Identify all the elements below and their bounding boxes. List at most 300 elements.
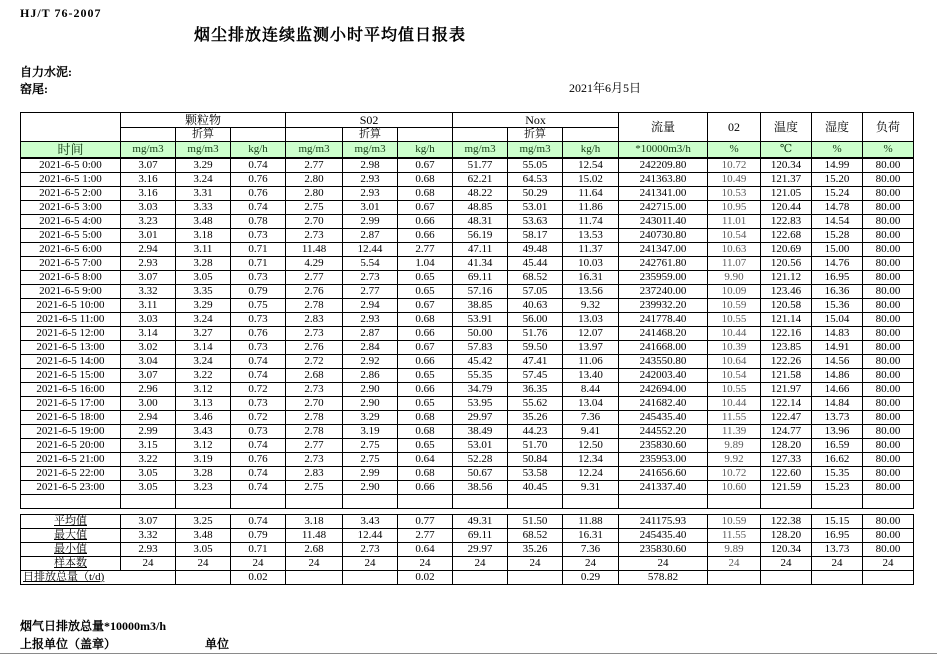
value-cell: 121.05 — [761, 187, 812, 201]
value-cell: 12.50 — [563, 439, 619, 453]
time-cell: 2021-6-5 19:00 — [21, 425, 121, 439]
table-row — [21, 341, 914, 355]
value-cell: 80.00 — [863, 173, 914, 187]
value-cell: 80.00 — [863, 467, 914, 481]
value-cell: 3.15 — [121, 439, 176, 453]
value-cell: 2.90 — [343, 397, 398, 411]
value-cell: 127.33 — [761, 453, 812, 467]
value-cell — [176, 571, 231, 585]
daily-total-row — [21, 571, 914, 585]
value-cell: 11.86 — [563, 201, 619, 215]
value-cell: 3.43 — [176, 425, 231, 439]
value-cell: 24 — [286, 557, 343, 571]
value-cell: 14.54 — [812, 215, 863, 229]
value-cell: 2.99 — [121, 425, 176, 439]
value-cell: 0.73 — [231, 397, 286, 411]
header-o2: 02 — [708, 113, 761, 142]
value-cell: 0.73 — [231, 425, 286, 439]
value-cell: 80.00 — [863, 257, 914, 271]
value-cell: 49.48 — [508, 243, 563, 257]
value-cell: 3.24 — [176, 173, 231, 187]
value-cell: 10.64 — [708, 355, 761, 369]
table-row — [21, 481, 914, 495]
value-cell: 10.72 — [708, 158, 761, 173]
value-cell: 3.23 — [121, 215, 176, 229]
value-cell: 9.89 — [708, 439, 761, 453]
value-cell: 44.23 — [508, 425, 563, 439]
value-cell: 3.28 — [176, 257, 231, 271]
value-cell: 2.73 — [286, 383, 343, 397]
value-cell: 0.71 — [231, 257, 286, 271]
value-cell: 3.16 — [121, 187, 176, 201]
unit-cell: mg/m3 — [453, 142, 508, 159]
value-cell: 4.29 — [286, 257, 343, 271]
value-cell: 0.68 — [398, 313, 453, 327]
value-cell: 2.83 — [286, 467, 343, 481]
value-cell: 3.24 — [176, 313, 231, 327]
converted-label: 折算 — [176, 128, 231, 142]
value-cell: 2.76 — [286, 285, 343, 299]
value-cell: 0.73 — [231, 341, 286, 355]
value-cell: 0.74 — [231, 158, 286, 173]
table-row — [21, 453, 914, 467]
value-cell: 122.83 — [761, 215, 812, 229]
value-cell: 9.41 — [563, 425, 619, 439]
value-cell: 128.20 — [761, 439, 812, 453]
empty-cell — [286, 495, 343, 509]
time-cell: 2021-6-5 21:00 — [21, 453, 121, 467]
value-cell: 51.77 — [453, 158, 508, 173]
value-cell: 24 — [812, 557, 863, 571]
value-cell: 34.79 — [453, 383, 508, 397]
value-cell: 242715.00 — [619, 201, 708, 215]
group-header-particulate: 颗粒物 — [121, 113, 286, 128]
value-cell: 80.00 — [863, 355, 914, 369]
daily-total-label: 日排放总量（t/d) — [21, 571, 176, 585]
value-cell: 2.75 — [343, 453, 398, 467]
header-flow: 流量 — [619, 113, 708, 142]
value-cell: 51.76 — [508, 327, 563, 341]
value-cell: 0.66 — [398, 355, 453, 369]
value-cell: 120.34 — [761, 543, 812, 557]
value-cell: 0.72 — [231, 383, 286, 397]
value-cell: 29.97 — [453, 411, 508, 425]
summary-label: 最小值 — [21, 543, 121, 557]
value-cell: 68.52 — [508, 271, 563, 285]
value-cell: 52.28 — [453, 453, 508, 467]
value-cell: 14.56 — [812, 355, 863, 369]
time-cell: 2021-6-5 6:00 — [21, 243, 121, 257]
value-cell: 121.37 — [761, 173, 812, 187]
value-cell: 80.00 — [863, 341, 914, 355]
value-cell: 11.55 — [708, 411, 761, 425]
value-cell: 24 — [231, 557, 286, 571]
value-cell: 2.90 — [343, 383, 398, 397]
table-row — [21, 439, 914, 453]
value-cell: 48.31 — [453, 215, 508, 229]
value-cell: 11.37 — [563, 243, 619, 257]
value-cell: 47.41 — [508, 355, 563, 369]
value-cell: 14.84 — [812, 397, 863, 411]
value-cell: 121.58 — [761, 369, 812, 383]
value-cell: 24 — [343, 557, 398, 571]
value-cell: 0.68 — [398, 411, 453, 425]
value-cell: 120.56 — [761, 257, 812, 271]
time-cell: 2021-6-5 23:00 — [21, 481, 121, 495]
value-cell: 0.66 — [398, 215, 453, 229]
flue-gas-total-note: 烟气日排放总量*10000m3/h — [20, 619, 167, 633]
time-cell: 2021-6-5 2:00 — [21, 187, 121, 201]
value-cell: 241363.80 — [619, 173, 708, 187]
value-cell: 57.83 — [453, 341, 508, 355]
value-cell: 11.48 — [286, 529, 343, 543]
value-cell: 3.07 — [121, 158, 176, 173]
value-cell: 0.65 — [398, 369, 453, 383]
time-cell: 2021-6-5 22:00 — [21, 467, 121, 481]
value-cell — [708, 571, 761, 585]
value-cell: 8.44 — [563, 383, 619, 397]
value-cell: 2.93 — [343, 187, 398, 201]
unit-cell: mg/m3 — [343, 142, 398, 159]
value-cell: 3.29 — [176, 158, 231, 173]
value-cell: 0.02 — [398, 571, 453, 585]
value-cell: 0.66 — [398, 383, 453, 397]
value-cell: 10.55 — [708, 383, 761, 397]
table-row — [21, 285, 914, 299]
value-cell: 2.90 — [343, 481, 398, 495]
value-cell: 47.11 — [453, 243, 508, 257]
value-cell: 3.28 — [176, 467, 231, 481]
value-cell — [863, 571, 914, 585]
table-row — [21, 355, 914, 369]
value-cell: 242209.80 — [619, 158, 708, 173]
value-cell: 123.46 — [761, 285, 812, 299]
value-cell: 3.29 — [343, 411, 398, 425]
value-cell: 0.76 — [231, 453, 286, 467]
table-row — [21, 369, 914, 383]
value-cell: 122.47 — [761, 411, 812, 425]
value-cell: 14.91 — [812, 341, 863, 355]
value-cell: 3.07 — [121, 271, 176, 285]
value-cell: 10.54 — [708, 369, 761, 383]
value-cell: 2.77 — [286, 271, 343, 285]
empty-cell — [563, 495, 619, 509]
empty-cell — [176, 495, 231, 509]
value-cell: 3.29 — [176, 299, 231, 313]
value-cell: 80.00 — [863, 453, 914, 467]
value-cell: 12.44 — [343, 529, 398, 543]
value-cell: 12.54 — [563, 158, 619, 173]
value-cell: 2.77 — [286, 158, 343, 173]
empty-cell — [812, 495, 863, 509]
value-cell: 2.96 — [121, 383, 176, 397]
value-cell: 69.11 — [453, 529, 508, 543]
value-cell: 57.16 — [453, 285, 508, 299]
value-cell: 241341.00 — [619, 187, 708, 201]
value-cell: 50.84 — [508, 453, 563, 467]
value-cell: 14.83 — [812, 327, 863, 341]
value-cell: 2.99 — [343, 215, 398, 229]
empty-cell — [619, 495, 708, 509]
value-cell: 68.52 — [508, 529, 563, 543]
time-cell: 2021-6-5 11:00 — [21, 313, 121, 327]
value-cell: 13.03 — [563, 313, 619, 327]
value-cell: 3.33 — [176, 201, 231, 215]
value-cell: 3.11 — [121, 299, 176, 313]
value-cell: 29.97 — [453, 543, 508, 557]
time-cell: 2021-6-5 8:00 — [21, 271, 121, 285]
value-cell: 10.72 — [708, 467, 761, 481]
value-cell: 128.20 — [761, 529, 812, 543]
unit-cell: mg/m3 — [121, 142, 176, 159]
value-cell: 0.29 — [563, 571, 619, 585]
value-cell: 57.45 — [508, 369, 563, 383]
empty-cell — [863, 495, 914, 509]
converted-label: 折算 — [343, 128, 398, 142]
value-cell: 50.29 — [508, 187, 563, 201]
value-cell: 9.90 — [708, 271, 761, 285]
time-cell: 2021-6-5 16:00 — [21, 383, 121, 397]
summary-label: 样本数 — [21, 557, 121, 571]
value-cell: 122.38 — [761, 515, 812, 529]
value-cell: 0.76 — [231, 187, 286, 201]
value-cell: 9.32 — [563, 299, 619, 313]
value-cell: 56.19 — [453, 229, 508, 243]
value-cell: 3.48 — [176, 529, 231, 543]
header-load: 负荷 — [863, 113, 914, 142]
summary-row — [21, 529, 914, 543]
group-header-so2: S02 — [286, 113, 453, 128]
value-cell: 53.91 — [453, 313, 508, 327]
value-cell: 235953.00 — [619, 453, 708, 467]
value-cell: 10.09 — [708, 285, 761, 299]
value-cell: 0.76 — [231, 173, 286, 187]
value-cell: 80.00 — [863, 383, 914, 397]
value-cell: 123.85 — [761, 341, 812, 355]
time-cell: 2021-6-5 20:00 — [21, 439, 121, 453]
value-cell: 0.74 — [231, 515, 286, 529]
summary-row — [21, 557, 914, 571]
value-cell: 3.32 — [121, 529, 176, 543]
time-cell: 2021-6-5 18:00 — [21, 411, 121, 425]
value-cell: 80.00 — [863, 425, 914, 439]
table-row — [21, 243, 914, 257]
value-cell: 3.14 — [176, 341, 231, 355]
value-cell: 3.12 — [176, 439, 231, 453]
value-cell — [286, 571, 343, 585]
value-cell: 15.15 — [812, 515, 863, 529]
time-cell: 2021-6-5 7:00 — [21, 257, 121, 271]
value-cell: 80.00 — [863, 397, 914, 411]
value-cell: 56.00 — [508, 313, 563, 327]
value-cell: 53.58 — [508, 467, 563, 481]
value-cell: 80.00 — [863, 515, 914, 529]
value-cell: 3.22 — [121, 453, 176, 467]
value-cell: 16.95 — [812, 529, 863, 543]
value-cell: 53.95 — [453, 397, 508, 411]
value-cell: 0.74 — [231, 201, 286, 215]
value-cell: 10.53 — [708, 187, 761, 201]
value-cell: 245435.40 — [619, 411, 708, 425]
value-cell: 69.11 — [453, 271, 508, 285]
value-cell: 80.00 — [863, 313, 914, 327]
value-cell: 2.87 — [343, 229, 398, 243]
value-cell: 2.77 — [286, 439, 343, 453]
table-row — [21, 215, 914, 229]
value-cell: 0.74 — [231, 369, 286, 383]
value-cell: 3.22 — [176, 369, 231, 383]
empty-cell — [231, 495, 286, 509]
value-cell: 237240.00 — [619, 285, 708, 299]
unit-cell: mg/m3 — [508, 142, 563, 159]
value-cell: 0.64 — [398, 543, 453, 557]
value-cell: 0.76 — [231, 327, 286, 341]
time-cell: 2021-6-5 5:00 — [21, 229, 121, 243]
value-cell: 2.68 — [286, 369, 343, 383]
value-cell: 11.64 — [563, 187, 619, 201]
value-cell: 0.02 — [231, 571, 286, 585]
value-cell: 80.00 — [863, 327, 914, 341]
value-cell: 241337.40 — [619, 481, 708, 495]
value-cell: 242761.80 — [619, 257, 708, 271]
value-cell: 0.77 — [398, 515, 453, 529]
value-cell: 2.75 — [343, 439, 398, 453]
value-cell: 12.34 — [563, 453, 619, 467]
value-cell: 10.44 — [708, 327, 761, 341]
value-cell: 0.65 — [398, 271, 453, 285]
report-unit-label: 上报单位（盖章） — [20, 637, 117, 651]
value-cell: 2.87 — [343, 327, 398, 341]
value-cell: 0.64 — [398, 453, 453, 467]
table-row — [21, 327, 914, 341]
value-cell: 24 — [453, 557, 508, 571]
value-cell: 2.73 — [286, 453, 343, 467]
empty-cell — [453, 495, 508, 509]
empty-cell — [761, 495, 812, 509]
time-cell: 2021-6-5 15:00 — [21, 369, 121, 383]
value-cell: 9.92 — [708, 453, 761, 467]
value-cell: 10.63 — [708, 243, 761, 257]
value-cell: 121.14 — [761, 313, 812, 327]
value-cell: 55.62 — [508, 397, 563, 411]
value-cell: 3.04 — [121, 355, 176, 369]
value-cell: 3.11 — [176, 243, 231, 257]
value-cell: 3.18 — [286, 515, 343, 529]
value-cell: 11.55 — [708, 529, 761, 543]
value-cell: 24 — [176, 557, 231, 571]
value-cell: 3.48 — [176, 215, 231, 229]
value-cell: 121.59 — [761, 481, 812, 495]
value-cell: 3.25 — [176, 515, 231, 529]
unit-cell: mg/m3 — [286, 142, 343, 159]
table-row — [21, 173, 914, 187]
value-cell: 3.12 — [176, 383, 231, 397]
report-date: 2021年6月5日 — [568, 81, 641, 95]
table-row — [21, 397, 914, 411]
value-cell: 13.97 — [563, 341, 619, 355]
value-cell: 51.70 — [508, 439, 563, 453]
value-cell: 62.21 — [453, 173, 508, 187]
value-cell: 10.60 — [708, 481, 761, 495]
value-cell: 2.78 — [286, 299, 343, 313]
value-cell: 0.68 — [398, 467, 453, 481]
value-cell: 14.86 — [812, 369, 863, 383]
value-cell: 13.56 — [563, 285, 619, 299]
table-row — [21, 257, 914, 271]
value-cell: 0.73 — [231, 271, 286, 285]
value-cell: 11.88 — [563, 515, 619, 529]
value-cell: 13.73 — [812, 411, 863, 425]
value-cell: 80.00 — [863, 201, 914, 215]
value-cell: 53.01 — [453, 439, 508, 453]
value-cell: 235830.60 — [619, 543, 708, 557]
value-cell: 16.59 — [812, 439, 863, 453]
value-cell: 241468.20 — [619, 327, 708, 341]
value-cell: 122.60 — [761, 467, 812, 481]
value-cell: 80.00 — [863, 369, 914, 383]
empty-cell — [21, 495, 121, 509]
value-cell: 49.31 — [453, 515, 508, 529]
value-cell: 0.65 — [398, 397, 453, 411]
value-cell: 0.68 — [398, 187, 453, 201]
table-row — [21, 229, 914, 243]
value-cell: 9.31 — [563, 481, 619, 495]
value-cell: 0.71 — [231, 243, 286, 257]
header-corner — [21, 113, 121, 142]
table-row — [21, 425, 914, 439]
value-cell: 3.07 — [121, 515, 176, 529]
value-cell: 0.73 — [231, 313, 286, 327]
value-cell: 2.84 — [343, 341, 398, 355]
value-cell: 59.50 — [508, 341, 563, 355]
value-cell: 239932.20 — [619, 299, 708, 313]
value-cell — [508, 571, 563, 585]
value-cell: 45.42 — [453, 355, 508, 369]
value-cell: 41.34 — [453, 257, 508, 271]
bottom-divider — [0, 653, 937, 654]
value-cell: 35.26 — [508, 411, 563, 425]
value-cell: 80.00 — [863, 158, 914, 173]
value-cell: 16.95 — [812, 271, 863, 285]
value-cell: 2.93 — [121, 543, 176, 557]
value-cell: 241347.00 — [619, 243, 708, 257]
page-title: 烟尘排放连续监测小时平均值日报表 — [193, 27, 466, 44]
value-cell: 120.69 — [761, 243, 812, 257]
value-cell: 2.70 — [286, 397, 343, 411]
company-label: 自力水泥: — [20, 65, 72, 79]
value-cell: 3.46 — [176, 411, 231, 425]
value-cell: 3.18 — [176, 229, 231, 243]
value-cell: 2.93 — [121, 257, 176, 271]
value-cell: 2.86 — [343, 369, 398, 383]
value-cell: 15.00 — [812, 243, 863, 257]
value-cell: 0.66 — [398, 229, 453, 243]
value-cell: 5.54 — [343, 257, 398, 271]
group-header-nox: Nox — [453, 113, 619, 128]
value-cell: 80.00 — [863, 481, 914, 495]
unit-cell: ℃ — [761, 142, 812, 159]
value-cell: 35.26 — [508, 543, 563, 557]
value-cell: 242694.00 — [619, 383, 708, 397]
unit-cell: mg/m3 — [176, 142, 231, 159]
value-cell — [812, 571, 863, 585]
value-cell: 243550.80 — [619, 355, 708, 369]
unit-cell: kg/h — [398, 142, 453, 159]
value-cell: 242003.40 — [619, 369, 708, 383]
value-cell: 2.78 — [286, 425, 343, 439]
value-cell: 241175.93 — [619, 515, 708, 529]
value-cell: 9.89 — [708, 543, 761, 557]
